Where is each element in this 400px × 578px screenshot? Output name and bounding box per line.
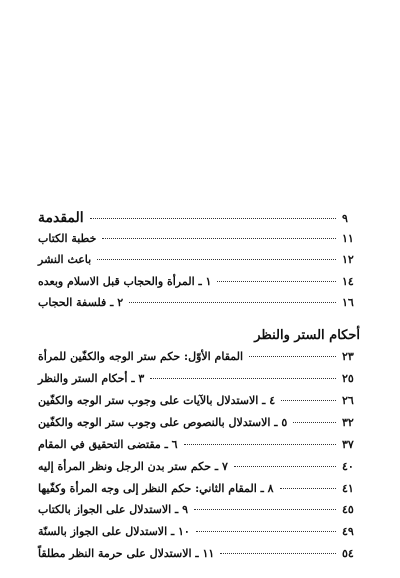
toc-leader-dots xyxy=(90,218,336,219)
toc-entry-book-sermon xyxy=(38,232,360,252)
toc-entry-page: ٤٥ xyxy=(342,503,354,516)
toc-entry-title: المقام الأوّل: حكم ستر الوجه والكفّين للمرأة xyxy=(38,350,244,363)
toc-leader-dots xyxy=(97,259,336,260)
toc-entry-title: ١٠ ـ الاستدلال على الجواز بالسنّة xyxy=(38,525,190,538)
toc-leader-dots xyxy=(129,302,336,303)
toc-entry-page: ٣٧ xyxy=(342,438,354,451)
toc-entry-title: ١١ ـ الاستدلال على حرمة النظر مطلقاً xyxy=(38,547,215,560)
toc-entry-page: ١٢ xyxy=(342,253,354,266)
toc-entry-title: ٢ ـ فلسفة الحجاب xyxy=(38,296,124,309)
toc-leader-dots xyxy=(293,422,336,423)
toc-leader-dots xyxy=(196,531,336,532)
toc-entry xyxy=(38,350,360,370)
toc-entry xyxy=(38,394,360,414)
toc-entry-page: ٢٦ xyxy=(342,394,354,407)
toc-entry-page: ١٦ xyxy=(342,296,354,309)
toc-entry-title: ٨ ـ المقام الثاني: حكم النظر إلى وجه المرأة وكفّيها xyxy=(38,482,274,495)
toc-leader-dots xyxy=(280,488,336,489)
toc-leader-dots xyxy=(220,553,336,554)
toc-leader-dots xyxy=(184,444,336,445)
toc-entry-title: ٥ ـ الاستدلال بالنصوص على وجوب ستر الوجه والكفّين xyxy=(38,416,288,429)
toc-leader-dots xyxy=(150,378,336,379)
toc-entry-page: ٤٠ xyxy=(342,460,354,473)
toc-entry xyxy=(38,482,360,502)
toc-leader-dots xyxy=(281,400,336,401)
toc-entry-page: ٤٩ xyxy=(342,525,354,538)
toc-leader-dots xyxy=(249,356,336,357)
toc-entry xyxy=(38,525,360,545)
toc-entry-page: ٥٤ xyxy=(342,547,354,560)
toc-entry xyxy=(38,547,360,567)
toc-entry-title: ١ ـ المرأة والحجاب قبل الاسلام وبعده xyxy=(38,275,212,288)
toc-leader-dots xyxy=(217,281,336,282)
toc-leader-dots xyxy=(234,466,336,467)
toc-entry-page: ٤١ xyxy=(342,482,354,495)
toc-entry xyxy=(38,438,360,458)
toc-leader-dots xyxy=(194,509,336,510)
toc-entry-page: ٢٣ xyxy=(342,350,354,363)
toc-entry-title: ٤ ـ الاستدلال بالآيات على وجوب ستر الوجه والكفّين xyxy=(38,394,276,407)
toc-entry-page: ١١ xyxy=(342,232,354,245)
toc-entry-title: ٧ ـ حكم ستر بدن الرجل ونظر المرأة إليه xyxy=(38,460,228,473)
toc-entry-title: ٣ ـ أحكام الستر والنظر xyxy=(38,372,145,385)
toc-entry-page: ٢٥ xyxy=(342,372,354,385)
toc-entry xyxy=(38,416,360,436)
toc-entry-page: ٣٢ xyxy=(342,416,354,429)
toc-entry xyxy=(38,503,360,523)
toc-entry xyxy=(38,460,360,480)
toc-entry-title: باعث النشر xyxy=(38,253,92,266)
toc-entry-title: ٦ ـ مقتضى التحقيق في المقام xyxy=(38,438,178,451)
toc-entry xyxy=(38,372,360,392)
toc-leader-dots xyxy=(102,238,336,239)
toc-entry-publishing-motive xyxy=(38,253,360,273)
toc-entry-title: ٩ ـ الاستدلال على الجواز بالكتاب xyxy=(38,503,188,516)
toc-entry-title: المقدمة xyxy=(38,210,84,226)
toc-entry-hijab-philosophy xyxy=(38,296,360,316)
toc-entry-title: خطبة الكتاب xyxy=(38,232,97,245)
toc-entry-page: ٩ xyxy=(342,212,348,225)
toc-entry-introduction xyxy=(38,210,360,230)
toc-entry-page: ١٤ xyxy=(342,275,354,288)
section-heading: أحكام الستر والنظر xyxy=(254,328,360,343)
toc-entry-woman-and-hijab xyxy=(38,275,360,295)
